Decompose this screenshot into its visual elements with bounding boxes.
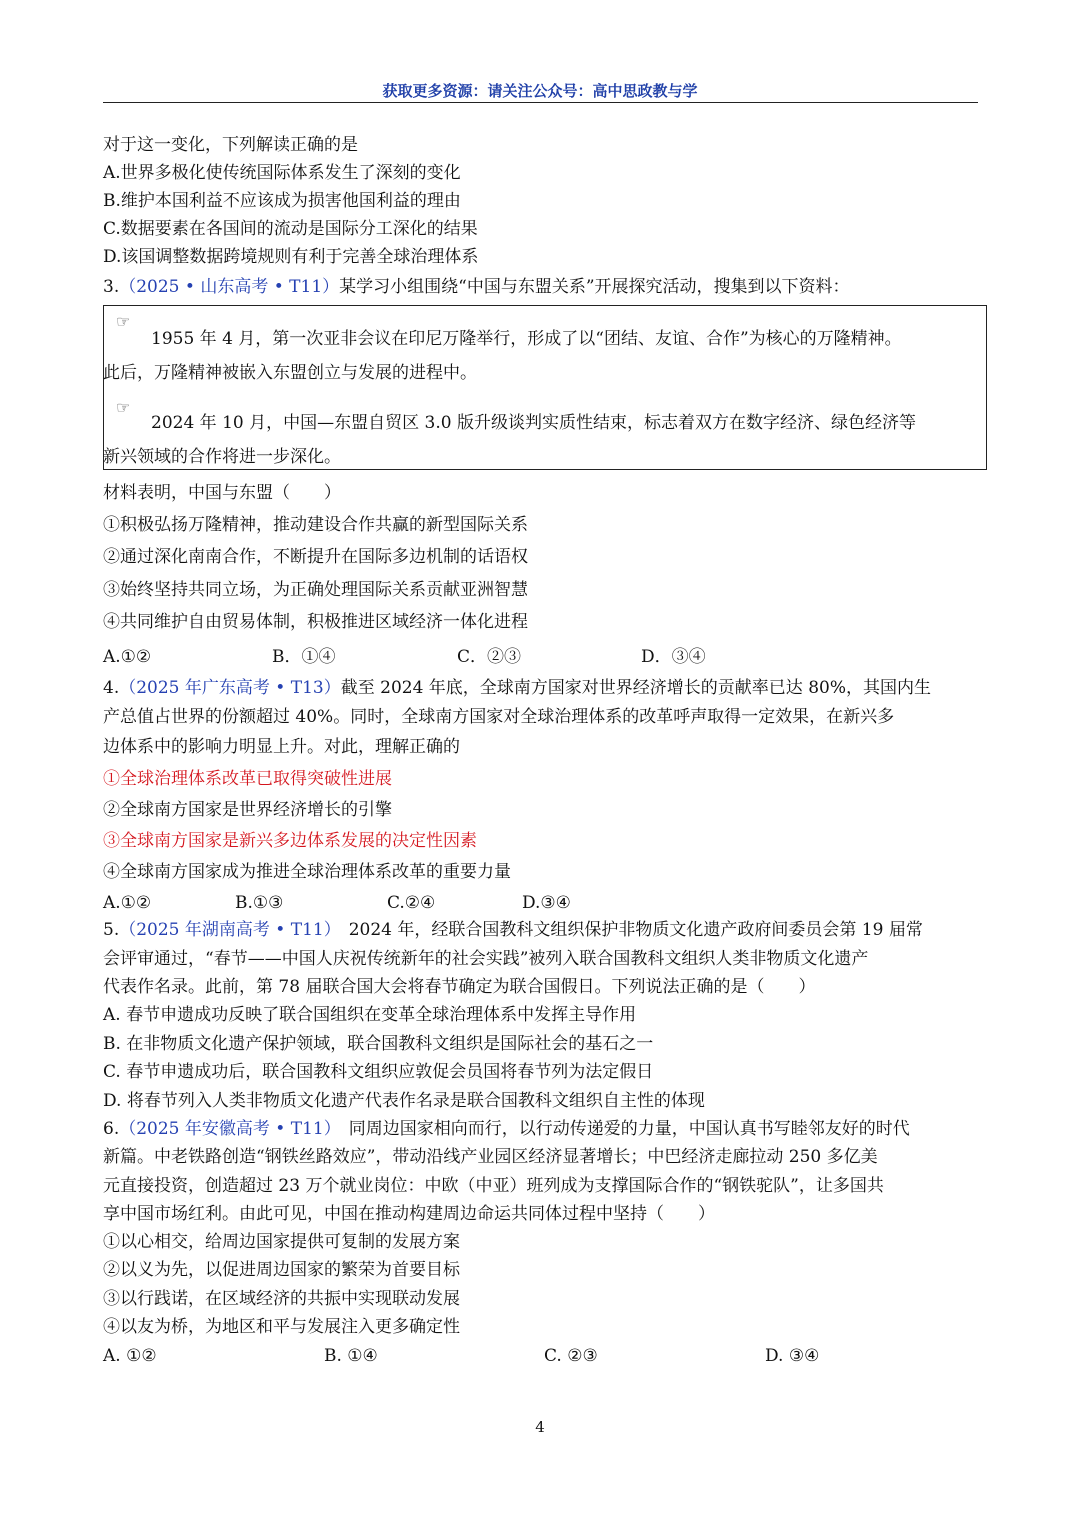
q6-choice-a: A. ①②: [103, 1346, 157, 1366]
q6-stem-line2: 新篇。中老铁路创造“钢铁丝路效应”，带动沿线产业园区经济显著增长；中巴经济走廊拉动 250 多亿美: [103, 1147, 878, 1167]
q5-stem-line3: 代表作名录。此前，第 78 届联合国大会将春节确定为联合国假日。下列说法正确的是（ ）: [103, 977, 816, 997]
q6-stem-text1: 同周边国家相向而行，以行动传递爱的力量，中国认真书写睦邻友好的时代: [348, 1119, 910, 1139]
q6-stem-line3: 元直接投资，创造超过 23 万个就业岗位：中欧（中亚）班列成为支撑国际合作的“钢铁驼队”，让多国共: [103, 1176, 884, 1196]
q6-item-1: ①以心相交，给周边国家提供可复制的发展方案: [103, 1232, 460, 1252]
q6-choice-b: B. ①④: [324, 1346, 378, 1366]
q3-number: 3.: [103, 277, 120, 297]
q2-stem-tail: 对于这一变化，下列解读正确的是: [103, 135, 358, 155]
q2-option-c: C.数据要素在各国间的流动是国际分工深化的结果: [103, 219, 478, 239]
q3-choice-a: A.①②: [103, 647, 152, 667]
q5-option-a: A. 春节申遗成功反映了联合国组织在变革全球治理体系中发挥主导作用: [103, 1005, 637, 1025]
q2-option-b: B.维护本国利益不应该成为损害他国利益的理由: [103, 191, 461, 211]
q3-material1-line2: 此后，万隆精神被嵌入东盟创立与发展的进程中。: [103, 363, 477, 383]
q3-item-4: ④共同维护自由贸易体制，积极推进区域经济一体化进程: [103, 612, 528, 632]
q5-stem-text1: 2024 年，经联合国教科文组织保护非物质文化遗产政府间委员会第 19 届常: [348, 920, 923, 940]
q6-item-2: ②以义为先，以促进周边国家的繁荣为首要目标: [103, 1260, 460, 1280]
q4-stem-line1: [103, 677, 931, 699]
q3-material1-line1: 1955 年 4 月，第一次亚非会议在印尼万隆举行，形成了以“团结、友谊、合作”为核心的万隆精神。: [151, 329, 902, 349]
q2-option-d: D.该国调整数据跨境规则有利于完善全球治理体系: [103, 247, 479, 267]
q6-source: （2025 年安徽高考 • T11）: [119, 1119, 341, 1139]
q3-material2-line2: 新兴领域的合作将进一步深化。: [103, 447, 341, 467]
q6-item-3: ③以行践诺，在区域经济的共振中实现联动发展: [103, 1289, 460, 1309]
q3-material2-line1: 2024 年 10 月，中国—东盟自贸区 3.0 版升级谈判实质性结束，标志着双方在数字经济、绿色经济等: [151, 413, 916, 433]
page-header-title: 获取更多资源：请关注公众号：高中思政教与学: [382, 82, 698, 100]
pointing-hand-icon: ☞: [116, 398, 131, 417]
q2-option-a: A.世界多极化使传统国际体系发生了深刻的变化: [103, 163, 461, 183]
q6-stem-line4: 享中国市场红利。由此可见，中国在推动构建周边命运共同体过程中坚持（ ）: [103, 1204, 715, 1224]
q4-item-3: ③全球南方国家是新兴多边体系发展的决定性因素: [103, 831, 477, 851]
q4-item-1: ①全球治理体系改革已取得突破性进展: [103, 769, 392, 789]
q5-stem-line1: [103, 919, 923, 941]
q6-choice-d: D. ③④: [765, 1346, 820, 1366]
q3-item-3: ③始终坚持共同立场，为正确处理国际关系贡献亚洲智慧: [103, 580, 528, 600]
q3-choice-d: D．③④: [641, 647, 706, 667]
q6-stem-line1: [103, 1118, 910, 1140]
q4-stem-line3: 边体系中的影响力明显上升。对此，理解正确的: [103, 737, 460, 757]
q6-item-4: ④以友为桥，为地区和平与发展注入更多确定性: [103, 1317, 460, 1337]
q3-question: 材料表明，中国与东盟（ ）: [103, 483, 341, 503]
header-divider: [103, 102, 978, 103]
q4-stem-line2: 产总值占世界的份额超过 40%。同时，全球南方国家对全球治理体系的改革呼声取得一定效果，在新兴多: [103, 707, 895, 727]
q5-number: 5.: [103, 920, 120, 940]
q3-stem: 某学习小组围绕“中国与东盟关系”开展探究活动，搜集到以下资料：: [339, 277, 850, 297]
pointing-hand-icon: ☞: [116, 312, 131, 331]
q5-option-d: D. 将春节列入人类非物质文化遗产代表作名录是联合国教科文组织自主性的体现: [103, 1091, 705, 1111]
q3-item-1: ①积极弘扬万隆精神，推动建设合作共赢的新型国际关系: [103, 515, 528, 535]
q6-number: 6.: [103, 1119, 120, 1139]
q4-number: 4.: [103, 678, 120, 698]
q4-source: （2025 年广东高考 • T13）: [119, 678, 341, 698]
q3-choice-c: C．②③: [457, 647, 522, 667]
q4-choice-d: D.③④: [522, 893, 571, 913]
q6-choice-c: C. ②③: [544, 1346, 598, 1366]
q5-option-b: B. 在非物质文化遗产保护领域，联合国教科文组织是国际社会的基石之一: [103, 1034, 654, 1054]
q4-choice-a: A.①②: [103, 893, 152, 913]
page-number: 4: [535, 1418, 545, 1436]
q4-item-4: ④全球南方国家成为推进全球治理体系改革的重要力量: [103, 862, 511, 882]
q4-item-2: ②全球南方国家是世界经济增长的引擎: [103, 800, 392, 820]
q5-option-c: C. 春节申遗成功后，联合国教科文组织应敦促会员国将春节列为法定假日: [103, 1062, 654, 1082]
q4-choice-c: C.②④: [387, 893, 436, 913]
q3-item-2: ②通过深化南南合作，不断提升在国际多边机制的话语权: [103, 547, 528, 567]
q5-stem-line2: 会评审通过，“春节——中国人庆祝传统新年的社会实践”被列入联合国教科文组织人类非物质文化遗产: [103, 949, 869, 969]
q5-source: （2025 年湖南高考 • T11）: [119, 920, 341, 940]
q3-stem-line: [103, 276, 850, 298]
q3-choice-b: B．①④: [272, 647, 336, 667]
q4-choice-b: B.①③: [235, 893, 284, 913]
q4-stem-text1: 截至 2024 年底，全球南方国家对世界经济增长的贡献率已达 80%，其国内生: [340, 678, 931, 698]
q3-source: （2025 • 山东高考 • T11）: [119, 277, 340, 297]
